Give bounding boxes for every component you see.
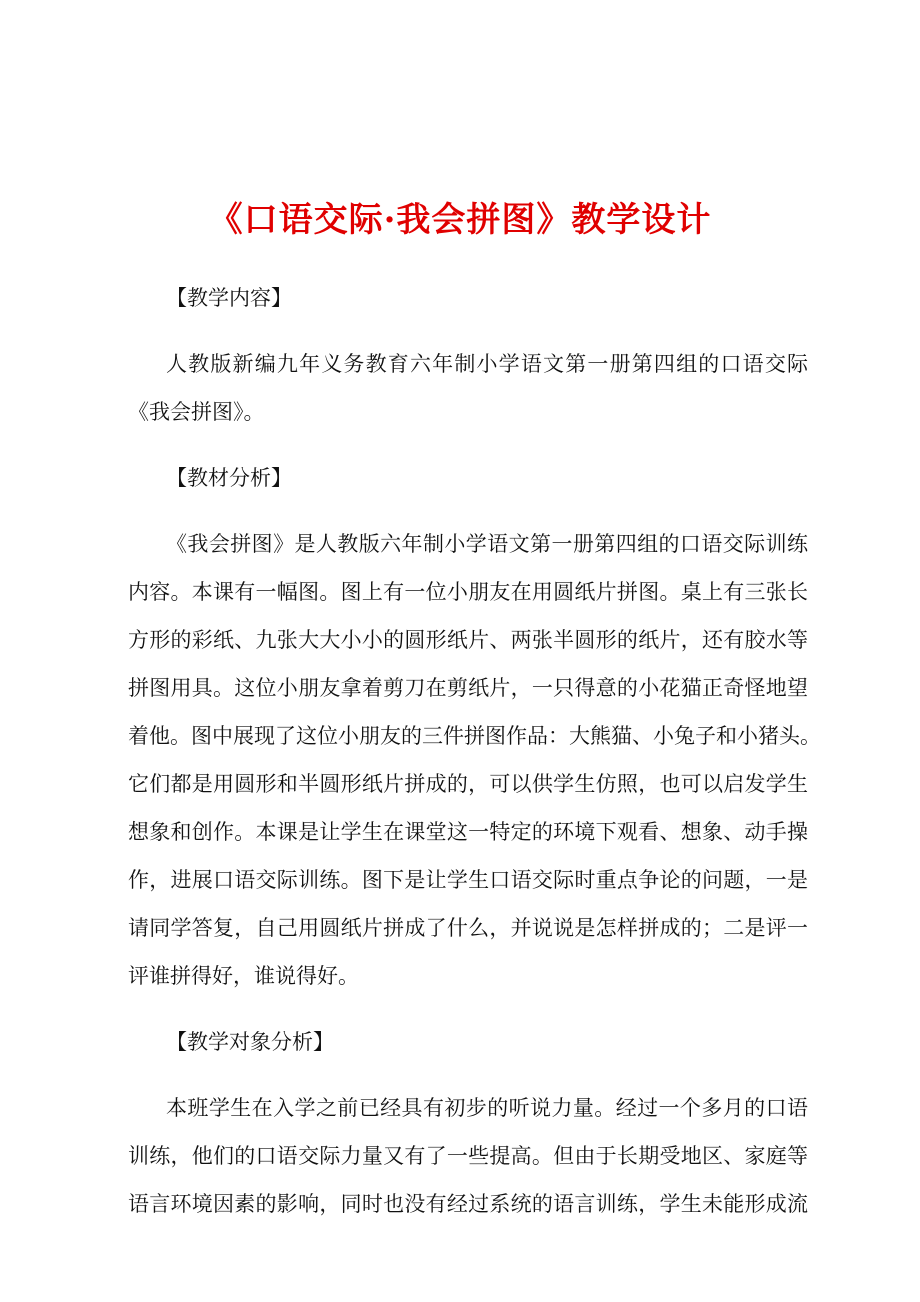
paragraph-line: 作，进展口语交际训练。图下是让学生口语交际时重点争论的问题，一是 bbox=[128, 868, 808, 892]
paragraph-line: 本班学生在入学之前已经具有初步的听说力量。经过一个多月的口语 bbox=[166, 1096, 808, 1120]
paragraph-line: 《我会拼图》。 bbox=[128, 400, 265, 424]
paragraph-line: 《我会拼图》是人教版六年制小学语文第一册第四组的口语交际训练 bbox=[166, 532, 808, 556]
paragraph-line: 语言环境因素的影响，同时也没有经过系统的语言训练，学生未能形成流 bbox=[128, 1192, 808, 1216]
paragraph-line: 评谁拼得好，谁说得好。 bbox=[128, 964, 359, 988]
paragraph-line: 它们都是用圆形和半圆形纸片拼成的，可以供学生仿照，也可以启发学生 bbox=[128, 772, 808, 796]
section-paragraph-textbook-analysis bbox=[128, 520, 821, 1000]
document-title: 《口语交际·我会拼图》教学设计 bbox=[208, 200, 712, 240]
paragraph-line: 训练，他们的口语交际力量又有了一些提高。但由于长期受地区、家庭等 bbox=[128, 1144, 808, 1168]
document-body bbox=[128, 274, 821, 1246]
paragraph-line: 请同学答复，自己用圆纸片拼成了什么，并说说是怎样拼成的；二是评一 bbox=[128, 916, 808, 940]
section-heading-teaching-content: 【教学内容】 bbox=[166, 286, 292, 310]
paragraph-line: 内容。本课有一幅图。图上有一位小朋友在用圆纸片拼图。桌上有三张长 bbox=[128, 580, 808, 604]
section-paragraph-teaching-content bbox=[128, 340, 808, 436]
section-heading-student-analysis: 【教学对象分析】 bbox=[166, 1030, 334, 1054]
paragraph-line: 拼图用具。这位小朋友拿着剪刀在剪纸片，一只得意的小花猫正奇怪地望 bbox=[128, 676, 808, 700]
section-paragraph-student-analysis bbox=[128, 1084, 808, 1228]
paragraph-line: 着他。图中展现了这位小朋友的三件拼图作品：大熊猫、小兔子和小猪头。 bbox=[128, 724, 821, 748]
paragraph-line: 想象和创作。本课是让学生在课堂这一特定的环境下观看、想象、动手操 bbox=[128, 820, 808, 844]
section-heading-textbook-analysis: 【教材分析】 bbox=[166, 466, 292, 490]
paragraph-line: 人教版新编九年义务教育六年制小学语文第一册第四组的口语交际 bbox=[166, 352, 808, 376]
paragraph-line: 方形的彩纸、九张大大小小的圆形纸片、两张半圆形的纸片，还有胶水等 bbox=[128, 628, 808, 652]
